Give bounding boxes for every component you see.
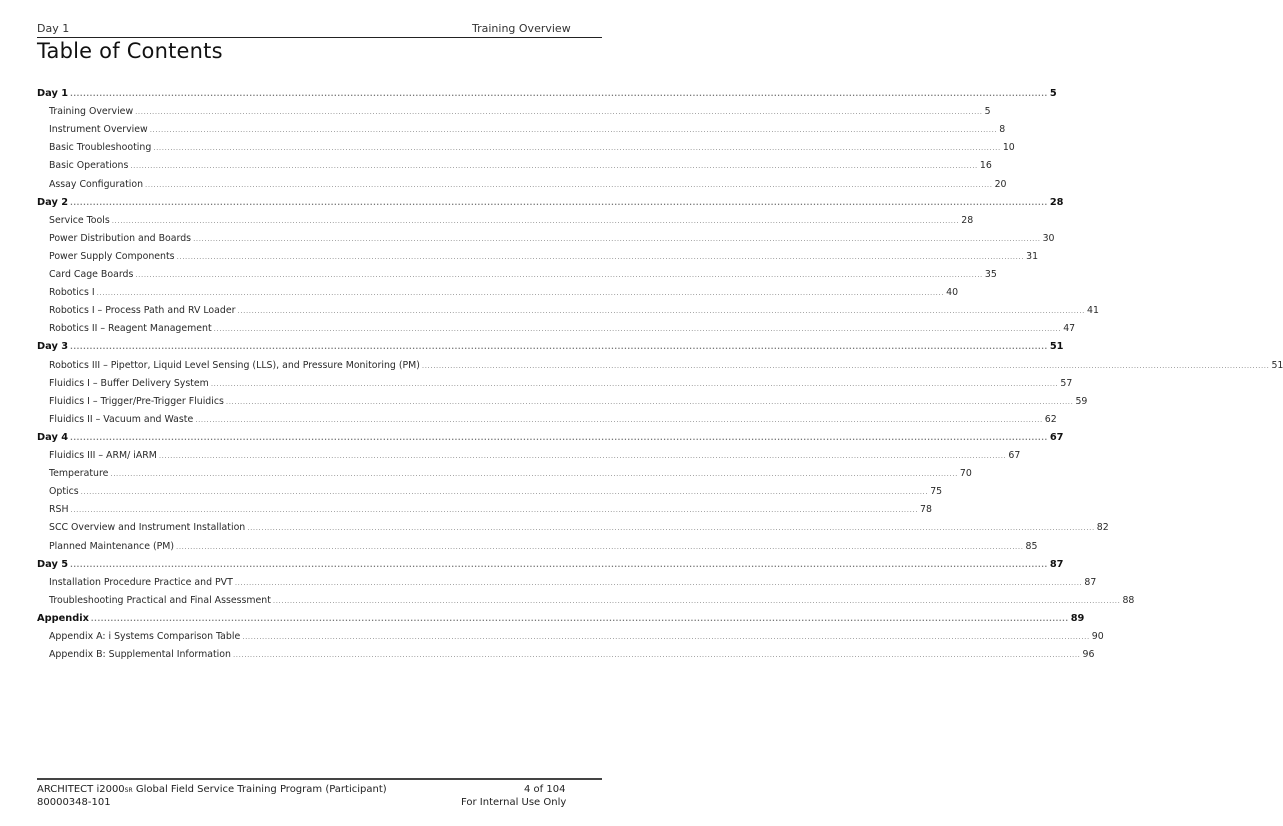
toc-subsection-entry[interactable] [49, 630, 1104, 644]
toc-leader-dots: ............................................................................................................................................................................................................................................................................................................ [70, 433, 1048, 442]
toc-entry-page-number: 51 [1049, 341, 1064, 353]
toc-entry-title: Fluidics I – Trigger/Pre-Trigger Fluidics [49, 395, 224, 407]
toc-subsection-entry[interactable] [49, 413, 1057, 427]
toc-entry-page-number: 16 [979, 160, 992, 172]
toc-subsection-entry[interactable] [49, 232, 1055, 246]
toc-entry-page-number: 90 [1091, 631, 1104, 642]
toc-leader-dots: ............................................................................................................................................................................................................................................................................................................ [145, 180, 993, 189]
toc-entry-title: Power Distribution and Boards [49, 232, 192, 244]
toc-entry-page-number: 35 [984, 269, 997, 280]
toc-entry-title: Basic Troubleshooting [49, 142, 152, 154]
toc-subsection-entry[interactable] [49, 105, 991, 119]
toc-entry-page-number: 47 [1063, 323, 1076, 335]
toc-entry-page-number: 20 [994, 178, 1007, 190]
toc-entry-title: Day 2 [37, 196, 69, 208]
toc-entry-page-number: 96 [1082, 649, 1095, 661]
header-divider [37, 37, 602, 38]
toc-leader-dots: ............................................................................................................................................................................................................................................................................................................ [176, 542, 1024, 551]
toc-entry-title: Service Tools [49, 214, 110, 226]
toc-subsection-entry[interactable] [49, 503, 932, 517]
toc-entry-page-number: 30 [1042, 232, 1055, 244]
toc-leader-dots: ............................................................................................................................................................................................................................................................................................................ [193, 234, 1041, 243]
toc-subsection-entry[interactable] [49, 449, 1021, 463]
toc-entry-page-number: 67 [1049, 431, 1064, 443]
toc-leader-dots: ............................................................................................................................................................................................................................................................................................................ [135, 108, 983, 117]
toc-entry-page-number: 87 [1049, 558, 1064, 570]
toc-entry-title: Appendix A: i Systems Comparison Table [49, 631, 241, 642]
toc-subsection-entry[interactable] [49, 123, 1006, 137]
toc-subsection-entry[interactable] [49, 594, 1135, 608]
toc-subsection-entry[interactable] [49, 467, 972, 481]
toc-entry-title: SCC Overview and Instrument Installation [49, 522, 246, 534]
toc-entry-page-number: 88 [1122, 594, 1135, 606]
toc-entry-page-number: 57 [1060, 377, 1073, 389]
toc-section-entry[interactable] [37, 431, 1064, 445]
toc-leader-dots: ............................................................................................................................................................................................................................................................................................................ [110, 470, 958, 479]
running-header-right: Training Overview [472, 22, 571, 35]
toc-entry-title: Robotics II – Reagent Management [49, 323, 212, 335]
toc-entry-title: Power Supply Components [49, 250, 175, 262]
toc-leader-dots: ............................................................................................................................................................................................................................................................................................................ [247, 524, 1095, 533]
toc-entry-title: Installation Procedure Practice and PVT [49, 576, 233, 588]
toc-entry-title: Day 5 [37, 558, 69, 570]
footer-divider [37, 778, 602, 780]
toc-entry-title: Day 4 [37, 431, 69, 443]
toc-leader-dots: ............................................................................................................................................................................................................................................................................................................ [80, 488, 929, 497]
toc-subsection-entry[interactable] [49, 322, 1076, 336]
toc-leader-dots: ............................................................................................................................................................................................................................................................................................................ [234, 578, 1083, 587]
page-title: Table of Contents [37, 39, 223, 63]
toc-entry-title: Fluidics I – Buffer Delivery System [49, 377, 209, 389]
toc-entry-title: Fluidics II – Vacuum and Waste [49, 413, 194, 425]
toc-leader-dots: ............................................................................................................................................................................................................................................................................................................ [70, 90, 1048, 98]
toc-entry-title: Optics [49, 486, 79, 498]
toc-leader-dots: ............................................................................................................................................................................................................................................................................................................ [135, 271, 983, 279]
toc-entry-title: Robotics I – Process Path and RV Loader [49, 305, 236, 317]
toc-entry-title: Troubleshooting Practical and Final Assessment [49, 594, 271, 606]
toc-leader-dots: ............................................................................................................................................................................................................................................................................................................ [272, 596, 1121, 605]
toc-entry-page-number: 28 [1049, 196, 1064, 208]
toc-entry-title: Day 1 [37, 88, 69, 99]
footer-title-main: ARCHITECT i2000 [37, 784, 125, 795]
toc-leader-dots: ............................................................................................................................................................................................................................................................................................................ [176, 252, 1025, 261]
toc-leader-dots: ............................................................................................................................................................................................................................................................................................................ [242, 633, 1090, 641]
toc-leader-dots: ............................................................................................................................................................................................................................................................................................................ [153, 144, 1001, 153]
toc-subsection-entry[interactable] [49, 268, 997, 282]
toc-subsection-entry[interactable] [49, 540, 1038, 554]
toc-entry-title: Robotics I [49, 287, 95, 299]
toc-entry-page-number: 51 [1271, 359, 1283, 371]
toc-entry-page-number: 59 [1075, 395, 1088, 407]
toc-entry-page-number: 82 [1096, 522, 1109, 534]
toc-leader-dots: ............................................................................................................................................................................................................................................................................................................ [225, 397, 1074, 406]
toc-entry-page-number: 10 [1002, 142, 1015, 154]
toc-entry-page-number: 87 [1084, 576, 1097, 588]
toc-leader-dots: ............................................................................................................................................................................................................................................................................................................ [70, 560, 1048, 569]
toc-section-entry[interactable] [37, 340, 1064, 354]
toc-entry-title: Planned Maintenance (PM) [49, 540, 174, 552]
toc-entry-title: Basic Operations [49, 160, 129, 172]
toc-subsection-entry[interactable] [49, 141, 1015, 155]
footer-document-title [37, 784, 387, 795]
toc-entry-page-number: 8 [999, 124, 1006, 136]
toc-subsection-entry[interactable] [49, 485, 943, 499]
footer-title-rest: Global Field Service Training Program (Participant) [132, 784, 387, 795]
toc-section-entry[interactable] [37, 612, 1085, 626]
toc-leader-dots: ............................................................................................................................................................................................................................................................................................................ [90, 614, 1069, 623]
toc-leader-dots: ............................................................................................................................................................................................................................................................................................................ [158, 452, 1007, 460]
toc-leader-dots: ............................................................................................................................................................................................................................................................................................................ [130, 162, 978, 171]
toc-entry-title: Robotics III – Pipettor, Liquid Level Sensing (LLS), and Pressure Monitoring (PM) [49, 359, 420, 371]
running-header-left: Day 1 [37, 22, 70, 35]
toc-entry-page-number: 89 [1070, 612, 1085, 624]
toc-entry-page-number: 28 [961, 214, 974, 226]
footer-title-subscript: SR [124, 787, 133, 794]
toc-subsection-entry[interactable] [49, 304, 1099, 318]
toc-leader-dots: ............................................................................................................................................................................................................................................................................................................ [70, 506, 919, 515]
toc-subsection-entry[interactable] [49, 286, 959, 300]
toc-entry-page-number: 85 [1025, 540, 1038, 552]
toc-leader-dots: ............................................................................................................................................................................................................................................................................................................ [111, 216, 960, 225]
toc-entry-page-number: 40 [946, 287, 959, 299]
toc-leader-dots: ............................................................................................................................................................................................................................................................................................................ [96, 289, 945, 298]
toc-entry-page-number: 70 [959, 468, 972, 480]
toc-subsection-entry[interactable] [49, 576, 1097, 590]
toc-entry-page-number: 31 [1026, 250, 1039, 262]
toc-subsection-entry[interactable] [49, 395, 1088, 409]
toc-entry-page-number: 67 [1008, 450, 1021, 461]
footer-document-number: 80000348-101 [37, 797, 111, 808]
toc-leader-dots: ............................................................................................................................................................................................................................................................................................................ [210, 379, 1059, 388]
toc-entry-page-number: 5 [984, 106, 991, 118]
toc-leader-dots: ............................................................................................................................................................................................................................................................................................................ [70, 343, 1048, 352]
toc-subsection-entry[interactable] [49, 214, 974, 228]
toc-entry-title: Instrument Overview [49, 124, 148, 136]
toc-subsection-entry[interactable] [49, 648, 1095, 662]
toc-entry-page-number: 5 [1049, 88, 1057, 99]
toc-subsection-entry[interactable] [49, 250, 1039, 264]
toc-section-entry[interactable] [37, 87, 1057, 101]
toc-leader-dots: ............................................................................................................................................................................................................................................................................................................ [149, 126, 998, 135]
footer-classification: For Internal Use Only [461, 797, 567, 808]
toc-entry-title: Fluidics III – ARM/ iARM [49, 450, 157, 461]
toc-entry-title: RSH [49, 504, 69, 516]
toc-entry-page-number: 62 [1044, 413, 1057, 425]
toc-subsection-entry[interactable] [49, 377, 1073, 391]
toc-section-entry[interactable] [37, 558, 1064, 572]
toc-subsection-entry[interactable] [49, 359, 1283, 373]
toc-entry-page-number: 78 [920, 504, 932, 516]
toc-leader-dots: ............................................................................................................................................................................................................................................................................................................ [421, 361, 1270, 370]
footer-page-number: 4 of 104 [524, 784, 566, 795]
toc-subsection-entry[interactable] [49, 521, 1109, 535]
toc-leader-dots: ............................................................................................................................................................................................................................................................................................................ [195, 415, 1043, 424]
toc-section-entry[interactable] [37, 196, 1064, 210]
toc-entry-page-number: 75 [930, 486, 943, 498]
toc-leader-dots: ............................................................................................................................................................................................................................................................................................................ [70, 198, 1048, 207]
toc-entry-title: Temperature [49, 468, 109, 480]
toc-entry-title: Training Overview [49, 106, 134, 118]
toc-entry-title: Day 3 [37, 341, 69, 353]
toc-entry-page-number: 41 [1087, 305, 1099, 317]
toc-subsection-entry[interactable] [49, 178, 1007, 192]
toc-entry-title: Appendix B: Supplemental Information [49, 649, 231, 661]
toc-entry-title: Appendix [37, 612, 89, 624]
toc-entry-title: Card Cage Boards [49, 269, 134, 280]
toc-leader-dots: ............................................................................................................................................................................................................................................................................................................ [237, 307, 1085, 316]
toc-leader-dots: ............................................................................................................................................................................................................................................................................................................ [213, 325, 1062, 334]
toc-entry-title: Assay Configuration [49, 178, 144, 190]
toc-subsection-entry[interactable] [49, 159, 992, 173]
toc-leader-dots: ............................................................................................................................................................................................................................................................................................................ [232, 651, 1081, 660]
